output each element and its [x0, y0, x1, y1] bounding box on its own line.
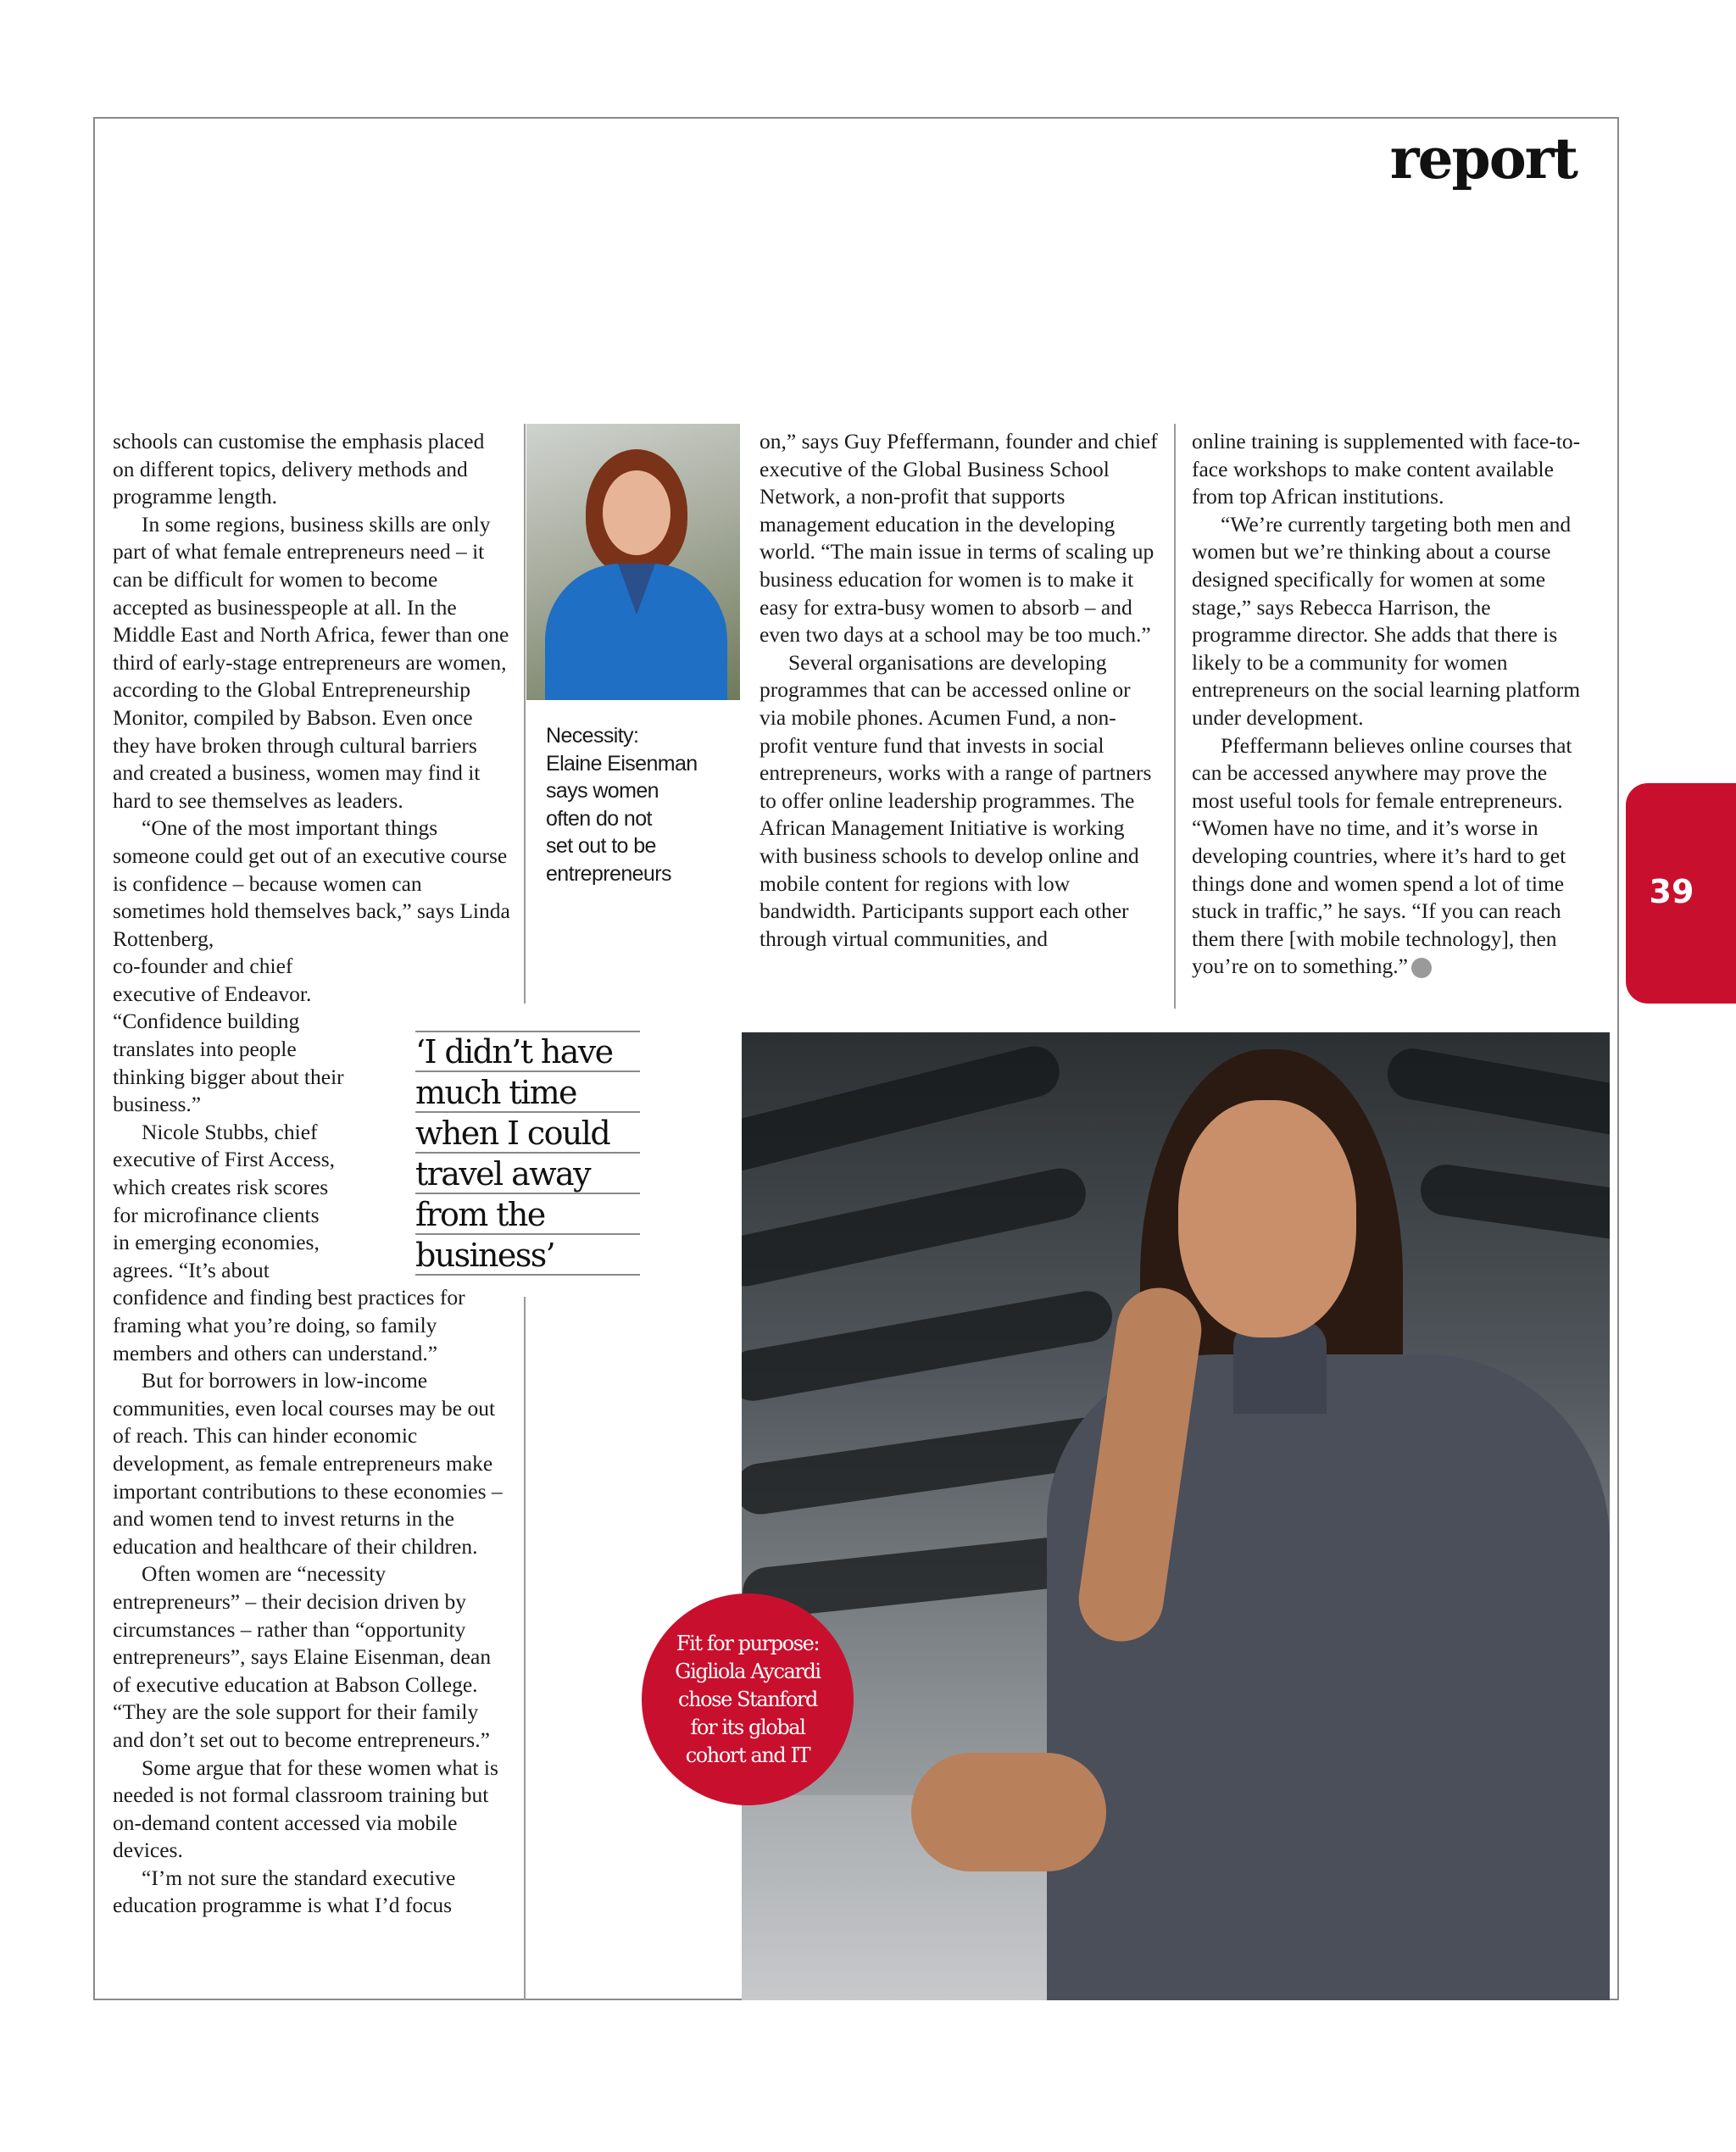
text-line: set out to be	[546, 834, 656, 858]
text-line: much time	[415, 1072, 640, 1113]
text-line: translates into people	[113, 1037, 297, 1062]
text-line: executive of Endeavor.	[113, 981, 312, 1006]
text-line: “Confidence building	[113, 1009, 300, 1034]
text-line: executive of First Access,	[113, 1147, 336, 1172]
text-line: entrepreneurs	[546, 861, 671, 886]
text-line: agrees. “It’s about	[113, 1257, 270, 1282]
paragraph: In some regions, business skills are only part of what female entrepreneurs need – it can be difficult for women to become accepted as businesspeople at all. In the Middle East and North Africa, fewer than one third of early-stage entrepreneurs are women, according to the Global Entrepreneurship Monitor, compiled by Babson. Even once they have broken through cultural barriers and created a business, women may find it hard to see themselves as leaders.	[113, 511, 509, 813]
section-title: report	[1389, 125, 1577, 192]
paragraph: on,” says Guy Pfeffermann, founder and chief executive of the Global Business School Network, a non-profit that supports management education in the developing world. “The main issue in terms of scaling up business education for women is to make it easy for extra-busy women to absorb – and even two days at a school may be too much.”	[760, 429, 1158, 648]
pull-quote	[415, 1032, 640, 1276]
end-of-article-icon: B	[1411, 958, 1432, 978]
paragraph: online training is supplemented with face-to-face workshops to make content available from top African institutions.	[1192, 429, 1581, 509]
column-divider	[524, 1297, 526, 2000]
text-line: ‘I didn’t have	[415, 1032, 640, 1072]
text-line: in emerging economies,	[113, 1230, 320, 1255]
portrait-photo-elaine-eisenman	[526, 424, 740, 700]
paragraph: Some argue that for these women what is needed is not formal classroom training but on-demand content accessed via mobile devices.	[113, 1754, 498, 1863]
paragraph: Often women are “necessity entrepreneurs” – their decision driven by circumstances – rather than “opportunity entrepreneurs”, says Elaine Eisenman, dean of executive education at Babson College. “They are the sole support for their family and don’t set out to become entrepreneurs.”	[113, 1561, 492, 1752]
paragraph: schools can customise the emphasis placed on different topics, delivery methods and programme length.	[113, 429, 485, 509]
text-line: co-founder and chief	[113, 954, 293, 979]
text-line: which creates risk scores	[113, 1175, 329, 1200]
page-number: 39	[1649, 873, 1694, 910]
text-line: often do not	[546, 806, 652, 831]
paragraph: “I’m not sure the standard executive education programme is what I’d focus	[113, 1865, 456, 1918]
text-line: Necessity:	[546, 724, 639, 748]
main-photo-gigliola-aycardi	[742, 1032, 1610, 2000]
column-divider	[524, 424, 526, 1004]
article-column-4	[1192, 428, 1590, 981]
paragraph: But for borrowers in low-income communities, even local courses may be out of reach. This can hinder economic development, as female entrepreneurs make important contributions to these economies – and women tend to invest returns in the education and healthcare of their children.	[113, 1368, 503, 1559]
text-line: business’	[415, 1235, 640, 1276]
portrait-caption	[546, 722, 732, 887]
text-line: Nicole Stubbs, chief	[142, 1119, 318, 1144]
photo-caption-bubble	[642, 1593, 854, 1805]
article-column-3	[760, 428, 1158, 953]
text-line: from the	[415, 1194, 640, 1235]
paragraph: Several organisations are developing programmes that can be accessed online or via mobile phones. Acumen Fund, a non-profit venture fund that invests in social entrepreneurs, works with a range of partners to offer online leadership programmes. The African Management Initiative is working with business schools to develop online and mobile content for regions with low bandwidth. Participants support each other through virtual communities, and	[760, 649, 1152, 951]
text-line: for microfinance clients	[113, 1202, 320, 1227]
paragraph: “We’re currently targeting both men and women but we’re thinking about a course designed specifically for women at some stage,” says Rebecca Harrison, the programme director. She adds that there is likely to be a community for women entrepreneurs on the social learning platform under development.	[1192, 511, 1581, 730]
paragraph: “One of the most important things someone could get out of an executive course is confidence – because women can sometimes hold themselves back,” says Linda Rottenberg,	[113, 815, 510, 951]
paragraph: confidence and finding best practices for framing what you’re doing, so family members and others can understand.”	[113, 1285, 465, 1365]
photo-caption: Fit for purpose: Gigliola Aycardi chose Stanford for its global cohort and IT	[675, 1631, 821, 1767]
text-line: Elaine Eisenman	[546, 751, 698, 776]
text-line: travel away	[415, 1154, 640, 1194]
text-line: thinking bigger about their	[113, 1064, 344, 1089]
column-divider	[1174, 424, 1176, 1009]
text-line: says women	[546, 779, 659, 803]
paragraph: Pfeffermann believes online courses that can be accessed anywhere may prove the most useful tools for female entrepreneurs. “Women have no time, and it’s worse in developing countries, where it’s hard to get things done and women spend a lot of time stuck in traffic,” he says. “If you can reach them there [with mobile technology], then you’re on to something.” B	[1192, 732, 1572, 979]
text-line: business.”	[113, 1092, 202, 1117]
text-line: when I could	[415, 1113, 640, 1154]
